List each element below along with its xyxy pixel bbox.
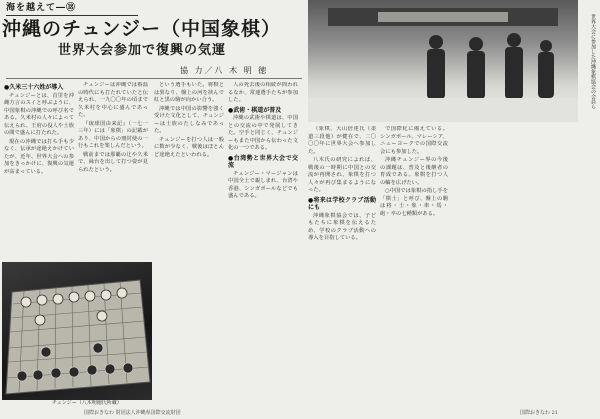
body-paragraph: 沖縄の武術や棋道は、中国との交流の中で発展してきた。空手と同じく、チュンジーもまた中国から伝わった文化の一つである。 [228, 115, 298, 151]
body-paragraph: で国際化に備えている。シンガポール、マレーシア、ニューヨークでの国際交流会にも参加した。 [380, 126, 448, 155]
body-paragraph: チュンジーは沖縄では蔡温の時代にも打たれていたと伝えられ、一九〇〇年の頃まで久米村を中心に盛んであった。 [78, 82, 148, 118]
section-heading: ●武術・棋道が普及 [228, 106, 282, 114]
text-column-1 [4, 82, 74, 258]
page-footer [0, 407, 600, 419]
event-photo [308, 0, 578, 122]
body-paragraph: （象棋、大山倍達氏（柔道三段他）が健在で、二〇〇〇年に世界大会へ参加した。 [308, 126, 376, 155]
body-paragraph: ○中国では象棋の指し手を「棋士」と呼び、盤上の駒は将・士・象・車・馬・砲・卒の七種類がある。 [380, 188, 448, 217]
text-column-8 [524, 126, 596, 404]
text-column-5 [308, 126, 376, 404]
text-column-3 [154, 82, 224, 402]
text-column-7 [452, 126, 520, 404]
event-group-illustration [308, 0, 578, 122]
board-photo-caption: チュンジー（八木明徳氏所蔵） [52, 400, 122, 406]
body-paragraph: 現在の沖縄では打ち手も少なく、伝承が途絶えかけていたが、近年、世界大会への参加をきっかけに、復興の気運が高まっている。 [4, 138, 74, 175]
body-paragraph: 沖縄象棋協会では、子どもたちに象棋を伝えるため、学校のクラブ活動への導入を目指している。 [308, 212, 376, 241]
body-paragraph: 八木氏の研究によれば、戦後の一時期に中国との交流が再開され、象棋を打つ人々が再び集まるようになった。 [308, 157, 376, 193]
chess-board-illustration [2, 262, 152, 400]
body-paragraph: チュンジーを打つ人は一般に数が少なく、戦後はほとんど途絶えたといわれる。 [154, 136, 224, 158]
divider [6, 78, 302, 79]
body-paragraph: チュンジーとは、首里を沖縄方言のスイと呼ぶように、中国象棋の沖縄での呼び名である。久米村の人々によって伝えられ、王府の役人や士族の間で盛んに打たれた。 [4, 92, 74, 136]
body-paragraph: 『琉球国由来記』（一七一三年）には「象棋」の記載があり、中国からの冊封使の一行もこれを楽しんだという。 [78, 120, 148, 149]
section-heading: ●台湾勢と世界大会で交流 [228, 154, 298, 169]
section-heading: ●久米三十六姓が導入 [4, 84, 64, 91]
text-column-2 [78, 82, 148, 258]
article-subtitle: 世界大会参加で復興の気運 [58, 43, 227, 58]
article-title: 沖縄のチュンジー（中国象棋） [2, 18, 281, 40]
body-paragraph: チュンジー・マージャンは中国全土で親しまれ、台湾や香港、シンガポールなどでも盛んである。 [228, 170, 298, 199]
body-paragraph: 戦前までは那覇の辻や久米で、縁台を出して打つ姿が見られたという。 [78, 151, 148, 173]
text-column-4 [228, 82, 298, 402]
footer-right: 国際おきなわ 21 [520, 410, 558, 416]
body-paragraph: 沖縄では中国の影響を強く受けた文化として、チュンジーは士族のたしなみであった。 [154, 105, 224, 134]
byline: 協 力／八 木 明 徳 [180, 66, 269, 75]
section-heading: ●将来は学校クラブ活動にも [308, 196, 376, 211]
footer-left: 国際おきなわ 財団法人沖縄県国際交流財団 [84, 410, 181, 416]
event-photo-caption: 世界大会に参加した沖縄象棋協会の会員ら [590, 14, 596, 109]
chess-board-photo [2, 262, 152, 400]
series-label: 海を越えて―⑱ [6, 2, 138, 16]
text-column-6 [380, 126, 448, 404]
body-paragraph: 人の死去後の相続が問われるなか、常連選手たちが参加した。 [228, 82, 298, 103]
body-paragraph: 沖縄チュンジー界の今後の課題は、普及と後継者の育成である。象棋を打つ人の輪を広げたい。 [380, 157, 448, 186]
body-paragraph: という選手もいた。将棋とは異なり、盤上の河を挟んで紅と黒の駒が向かい合う。 [154, 82, 224, 103]
